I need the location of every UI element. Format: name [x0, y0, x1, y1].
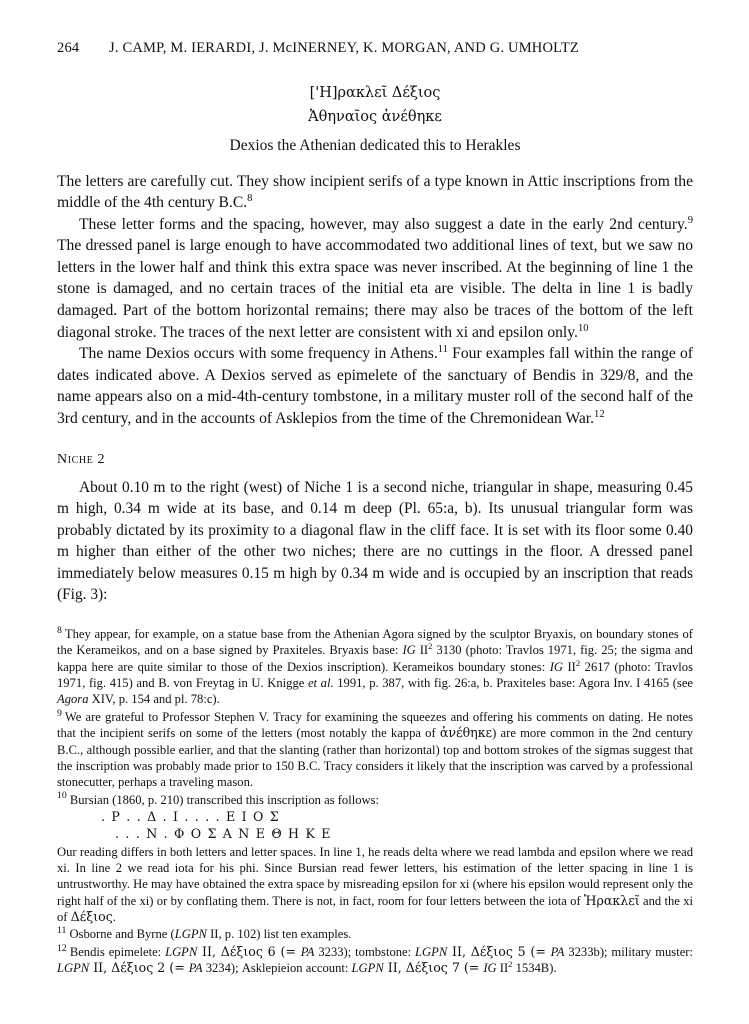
footnote-8-ref2: IG: [549, 659, 563, 674]
footnote-12-greek-4: II, Δέξιος 7 (=: [383, 960, 484, 976]
footnote-8-text-b: (photo: Travlos 1971, fig. 25; the sigma and kappa here are quite similar to those of the Dexios inscription). Kerameikos boundary stones:: [57, 643, 693, 674]
footnote-10-text-a: Bursian (1860, p. 210) transcribed this inscription as follows:: [69, 792, 380, 807]
footnote-12-greek-2: II, Δέξιος 5 (=: [447, 943, 551, 959]
footnote-10-transcription-line-1: . Ρ . . Δ . Ι . . . . Ε Ι Ο Σ: [101, 808, 280, 824]
footnote-12-ital3: LGPN: [415, 944, 448, 959]
footnote-8-ref1-num: 3130: [432, 643, 462, 658]
paragraph-2-text-a: These letter forms and the spacing, however, may also suggest a date in the early 2nd century.: [79, 215, 688, 233]
footnote-12-ital7: LGPN: [351, 961, 384, 976]
footnote-8-text-d: 1991, p. 387, with fig. 26:a, b. Praxiteles base: Agora Inv. I 4165 (see: [333, 676, 694, 691]
footnote-12-ital2: PA: [300, 944, 315, 959]
paragraph-niche-2: About 0.10 m to the right (west) of Niche 1 is a second niche, triangular in shape, measuring 0.45 m high, 0.34 m wide at its base, and 0.14 m deep (Pl. 65:a, b). Its unusual triangular form was probably dictated by its proximity to a diagonal flaw in the cliff face. It is set with its floor some 0.40 m higher than either of the other two niches; there are no cuttings in the floor. A dressed panel immediately below measures 0.15 m high by 0.34 m wide and is occupied by an inscription that reads (Fig. 3):: [57, 478, 693, 604]
paragraph-3: [57, 343, 693, 429]
footnote-9-text-b: ) are more common in the 2nd century B.C., although possible earlier, and that the slanting (rather than horizontal) top and bottom strokes of the sigmas suggest that the inscription was probably made prior to 150 B.C. Tracy considers it likely that the inscription was carved by a professional stonecutter, perhaps a traveling mason.: [57, 726, 693, 790]
paragraph-2: [57, 214, 693, 344]
inscription-greek-line-2: Ἀθηναῖος ἀνέθηκε: [308, 108, 442, 125]
footnote-12-ital6: PA: [188, 961, 203, 976]
footnote-8-ref1-sup: 2: [428, 641, 433, 652]
footnote-11: [57, 926, 693, 942]
footnote-12-ital8: IG: [483, 961, 497, 976]
footnote-8-ref2-num: 2617: [580, 659, 610, 674]
footnote-10-text-b1: Our reading differs in both letters and letter spaces. In line 1, he reads delta where we read lambda and epsilon where we read xi. In line 2 we read iota for his phi. Since Bursian read fewer letters, his estimation of the letter spacing in line 1 is untrustworthy. He may have obtained the extra space by misreading epsilon for xi (where his epsilon would represent only the right half of the xi) or by conflating them. There is not, in fact, room for four letters between the iota of: [57, 844, 693, 908]
footnote-10-text-b3: .: [112, 910, 116, 925]
footnote-12-text-b: 3233); tombstone:: [314, 944, 416, 959]
section-heading-niche-2: Niche 2: [57, 451, 106, 467]
footnote-8: [57, 626, 693, 708]
inscription-block: [57, 83, 693, 155]
footnote-9: [57, 709, 693, 791]
paragraph-3-text-b: Four examples fall within the range of dates indicated above. A Dexios served as epimelete of the sanctuary of Bendis in 329/8, and the name appears also on a mid-4th-century tombstone, in a military muster roll of the second half of the 3rd century, and in the accounts of Asklepios from the time of the Chremonidean War.: [57, 345, 693, 428]
paragraph-3-text-a: The name Dexios occurs with some frequency in Athens.: [79, 345, 438, 363]
section-body-niche-2: [57, 477, 693, 606]
footnote-12-greek-3: II, Δέξιος 2 (=: [89, 960, 189, 976]
footnote-10-greek-2: Δέξιος: [70, 909, 113, 925]
footnote-8-text-c: (photo: Travlos 1971, fig. 415) and B. von Freytag in U. Knigge: [57, 659, 694, 691]
footnote-ref-11[interactable]: 11: [437, 344, 448, 356]
footnote-8-ref2-rest: II: [562, 659, 576, 674]
inscription-translation: Dexios the Athenian dedicated this to Herakles: [229, 136, 521, 154]
footnote-10-continued: [57, 844, 693, 926]
footnote-12-text-e: II: [496, 961, 509, 976]
footnote-ref-12[interactable]: 12: [594, 408, 605, 420]
inscription-greek-line-1: ['H]ρακλεῖ Δέξιος: [309, 85, 441, 101]
footnote-11-text-a: Osborne and Byrne (: [69, 927, 175, 942]
footnotes: [57, 626, 693, 977]
page-number: 264: [57, 40, 80, 56]
footnote-11-marker: 11: [57, 925, 67, 937]
footnote-12-greek-1: II, Δέξιος 6 (=: [197, 943, 301, 959]
footnote-12-text-a: Bendis epimelete:: [69, 944, 166, 959]
footnote-12-ital5: LGPN: [57, 961, 90, 976]
footnote-10-transcription-line-2: . . . Ν . Φ Ο Σ Α Ν Ε Θ Η Κ Ε: [115, 826, 332, 842]
author-list: J. CAMP, M. IERARDI, J. McINERNEY, K. MORGAN, AND G. UMHOLTZ: [109, 40, 579, 56]
inscription-line-1: [57, 83, 693, 105]
footnote-ref-8[interactable]: 8: [247, 192, 253, 204]
footnote-ref-10[interactable]: 10: [577, 322, 589, 334]
running-head: [57, 40, 693, 57]
footnote-8-ital2: Agora: [57, 692, 89, 707]
footnote-11-text-b: II, p. 102) list ten examples.: [206, 927, 352, 942]
footnote-11-ital: LGPN: [174, 927, 207, 942]
footnote-12-text-f: 1534B).: [512, 961, 557, 976]
footnote-8-text-a: They appear, for example, on a statue base from the Athenian Agora signed by the sculptor Bryaxis, on boundary stones of the Kerameikos, and on a base signed by Praxiteles. Bryaxis base:: [57, 627, 693, 658]
footnote-12-marker: 12: [57, 942, 67, 954]
footnote-8-ref1-rest: II: [415, 643, 429, 658]
footnote-9-text-a: We are grateful to Professor Stephen V. Tracy for examining the squeezes and offering his comments on dating. He notes that the incipient serifs on some of the letters (most notably the kappa of: [57, 709, 693, 741]
footnote-10: [57, 792, 693, 808]
footnote-12: [57, 944, 693, 977]
footnote-9-marker: 9: [57, 707, 62, 719]
footnote-8-text-e: XIV, p. 154 and pl. 78:c).: [88, 692, 220, 707]
paragraph-1: [57, 171, 693, 214]
footnote-8-marker: 8: [57, 624, 62, 636]
footnote-10-marker: 10: [57, 790, 67, 802]
footnote-10-text-b2: and the xi of: [57, 893, 693, 925]
paragraph-1-text: The letters are carefully cut. They show incipient serifs of a type known in Attic inscriptions from the middle of the 4th century B.C.: [57, 172, 693, 212]
footnote-ref-9[interactable]: 9: [687, 214, 693, 226]
footnote-9-greek: ἀνέθηκε: [439, 725, 493, 741]
footnote-10-greek-1: Ἡρακλεῖ: [583, 892, 640, 908]
footnote-12-sup: 2: [508, 959, 513, 969]
page-content: [57, 40, 693, 978]
footnote-12-ital4: PA: [550, 944, 565, 959]
footnote-8-ital1: et al.: [307, 676, 334, 691]
footnote-8-ref2-sup: 2: [575, 657, 581, 668]
footnote-12-text-c: 3233b); military muster:: [564, 944, 693, 959]
footnote-8-ref1: IG: [402, 643, 416, 658]
footnote-12-text-d: 3234); Asklepieion account:: [202, 961, 352, 976]
paragraph-2-text-b: The dressed panel is large enough to have accommodated two additional lines of text, but we saw no letters in the lower half and think this extra space was never inscribed. At the beginning of line 1 the stone is damaged, and no certain traces of the initial eta are visible. The delta in line 1 is badly damaged. Part of the bottom horizontal remains; there may also be traces of the bottom of the left diagonal stroke. The traces of the next letter are consistent with xi and epsilon only.: [57, 237, 693, 341]
footnote-12-ital1: LGPN: [165, 944, 198, 959]
inscription-line-2: [57, 107, 693, 129]
